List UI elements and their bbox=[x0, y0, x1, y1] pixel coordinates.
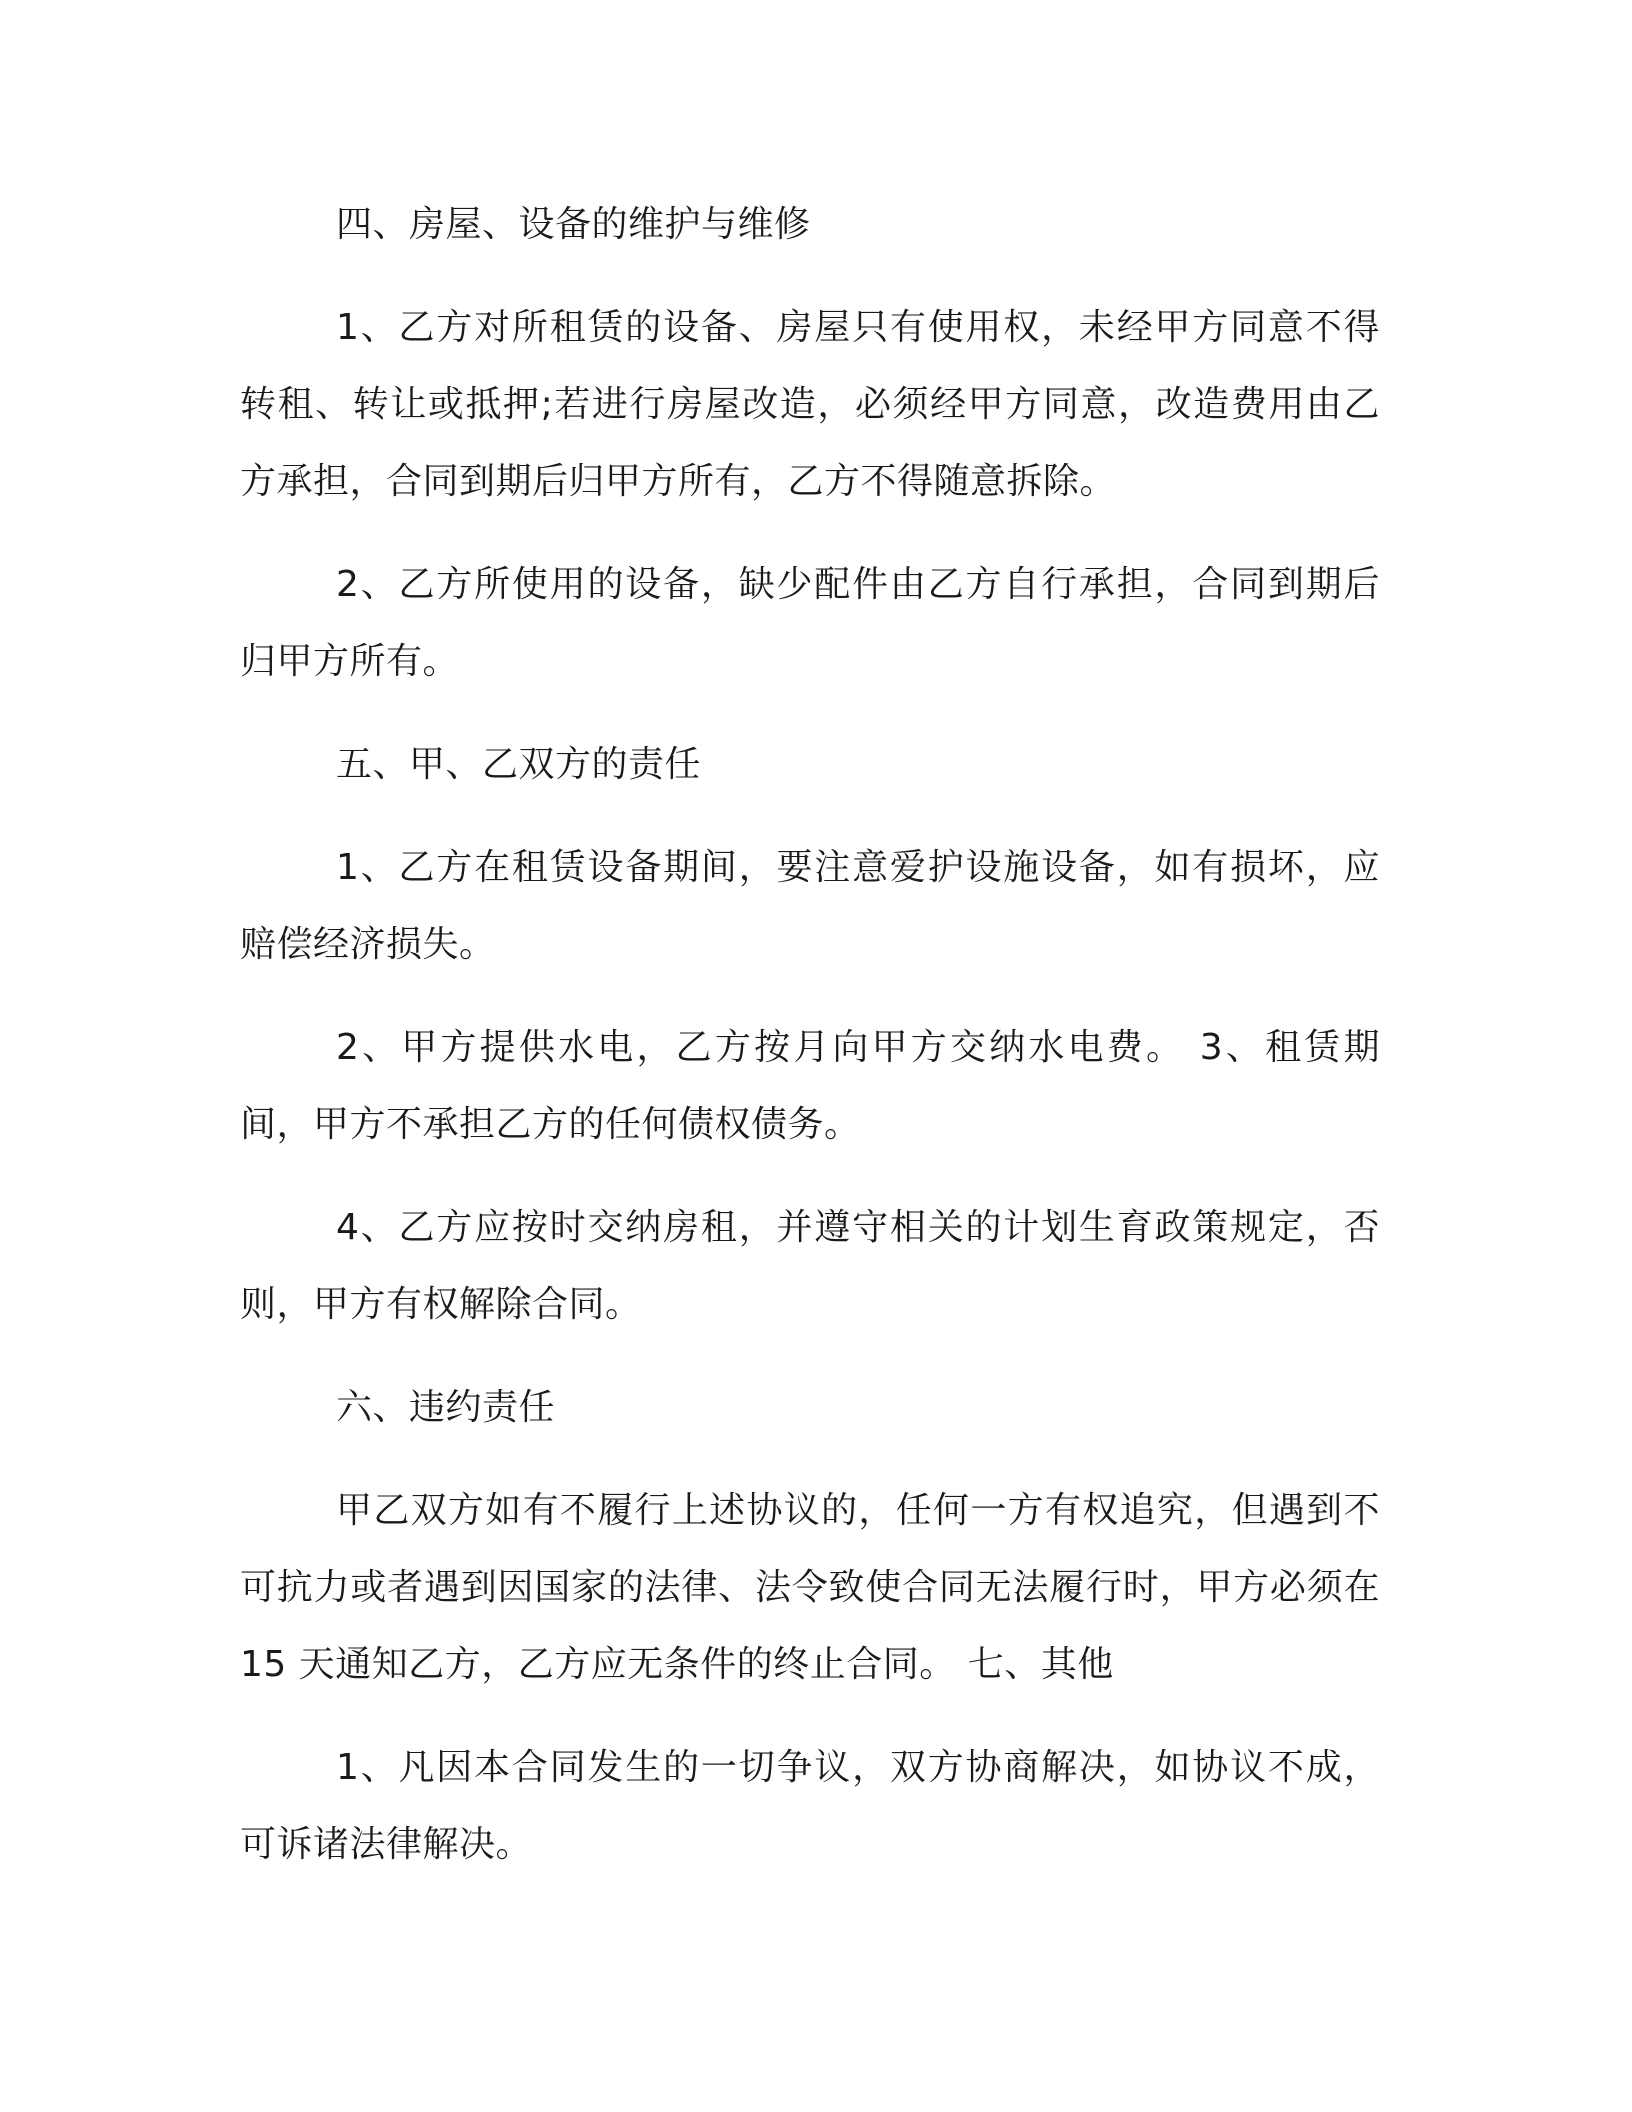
clause-maintenance-1: 1、乙方对所租赁的设备、房屋只有使用权，未经甲方同意不得转租、转让或抵押;若进行房屋改造，必须经甲方同意，改造费用由乙方承担，合同到期后归甲方所有，乙方不得随意拆除。 bbox=[240, 307, 1380, 502]
document-body bbox=[240, 186, 1380, 1909]
section-heading-maintenance: 四、房屋、设备的维护与维修 bbox=[336, 204, 811, 245]
section-heading-responsibilities: 五、甲、乙双方的责任 bbox=[336, 744, 702, 785]
clause-responsibilities-4: 4、乙方应按时交纳房租，并遵守相关的计划生育政策规定，否则，甲方有权解除合同。 bbox=[240, 1207, 1380, 1325]
section-heading-breach: 六、违约责任 bbox=[336, 1387, 556, 1428]
clause-maintenance-2: 2、乙方所使用的设备，缺少配件由乙方自行承担，合同到期后归甲方所有。 bbox=[240, 564, 1380, 682]
clause-responsibilities-2-3: 2、甲方提供水电，乙方按月向甲方交纳水电费。 3、租赁期间，甲方不承担乙方的任何债权债务。 bbox=[240, 1027, 1380, 1145]
clause-other-1: 1、凡因本合同发生的一切争议，双方协商解决，如协议不成，可诉诸法律解决。 bbox=[240, 1747, 1380, 1865]
clause-breach: 甲乙双方如有不履行上述协议的，任何一方有权追究，但遇到不可抗力或者遇到因国家的法律、法令致使合同无法履行时，甲方必须在 15 天通知乙方，乙方应无条件的终止合同。 七、其他 bbox=[240, 1490, 1380, 1685]
clause-responsibilities-1: 1、乙方在租赁设备期间，要注意爱护设施设备，如有损坏，应赔偿经济损失。 bbox=[240, 847, 1380, 965]
